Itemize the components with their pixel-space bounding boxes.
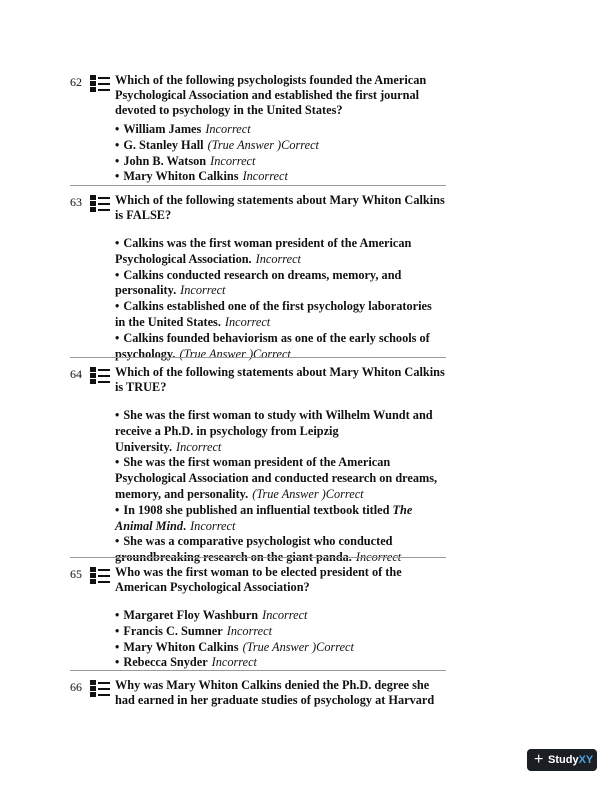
studyxy-badge[interactable] xyxy=(527,749,597,771)
option: • In 1908 she published an influential textbook titled The Animal Mind. Incorrect xyxy=(115,502,413,533)
option: • Francis C. Sumner Incorrect xyxy=(115,623,273,638)
option: • Calkins was the first woman president of the American Psychological Association. Incorrect xyxy=(115,236,412,266)
option: • Mary Whiton Calkins Incorrect xyxy=(115,169,288,184)
options-list xyxy=(115,608,445,671)
question-number: 62 xyxy=(70,75,82,89)
divider xyxy=(70,357,446,358)
divider xyxy=(70,185,446,186)
divider xyxy=(70,670,446,671)
option: • Margaret Floy Washburn Incorrect xyxy=(115,608,308,622)
list-icon xyxy=(90,195,110,213)
option: • G. Stanley Hall (True Answer )Correct xyxy=(115,137,319,152)
option: • Calkins conducted research on dreams, memory, and personality. Incorrect xyxy=(115,267,402,298)
question-number: 65 xyxy=(70,567,82,581)
option: • John B. Watson Incorrect xyxy=(115,153,256,168)
question-62 xyxy=(70,73,445,185)
question-text: Which of the following statements about Mary Whiton Calkins is FALSE? xyxy=(115,193,445,222)
option: • William James Incorrect xyxy=(115,122,251,136)
option: • Calkins founded behaviorism as one of the early schools of psychology. (True Answer )Correct xyxy=(115,330,430,361)
question-text: Which of the following psychologists founded the American Psychological Association and established the first journal devoted to psychology in the United States? xyxy=(115,73,427,117)
list-icon xyxy=(90,75,110,93)
question-64 xyxy=(70,365,445,566)
question-number: 66 xyxy=(70,680,82,694)
question-number: 63 xyxy=(70,195,82,209)
question-number: 64 xyxy=(70,367,82,381)
list-icon xyxy=(90,680,110,698)
options-list xyxy=(115,236,445,362)
option: • She was a comparative psychologist who conducted groundbreaking research on the giant panda. Incorrect xyxy=(115,534,402,565)
question-65 xyxy=(70,565,445,671)
option: • Rebecca Snyder Incorrect xyxy=(115,655,257,670)
divider xyxy=(70,557,446,558)
options-list xyxy=(115,408,445,566)
options-list xyxy=(115,122,445,185)
question-text: Why was Mary Whiton Calkins denied the Ph.D. degree she had earned in her graduate studies of psychology at Harvard xyxy=(115,678,435,707)
question-63 xyxy=(70,193,445,362)
question-text: Who was the first woman to be elected president of the American Psychological Association? xyxy=(115,565,402,594)
option: • She was the first woman president of the American Psychological Association and conducted research on dreams, memory, and personality. (True Answer )Correct xyxy=(115,455,438,501)
list-icon xyxy=(90,567,110,585)
list-icon xyxy=(90,367,110,385)
option: • Calkins established one of the first psychology laboratories in the United States. Incorrect xyxy=(115,299,432,329)
question-text: Which of the following statements about Mary Whiton Calkins is TRUE? xyxy=(115,365,445,394)
option: • Mary Whiton Calkins (True Answer )Correct xyxy=(115,639,354,654)
option: • She was the first woman to study with Wilhelm Wundt and receive a Ph.D. in psychology from Leipzig University. Incorrect xyxy=(115,408,433,454)
plus-icon: + xyxy=(534,751,544,768)
question-66 xyxy=(70,678,445,708)
badge-label: StudyXY xyxy=(548,754,594,766)
